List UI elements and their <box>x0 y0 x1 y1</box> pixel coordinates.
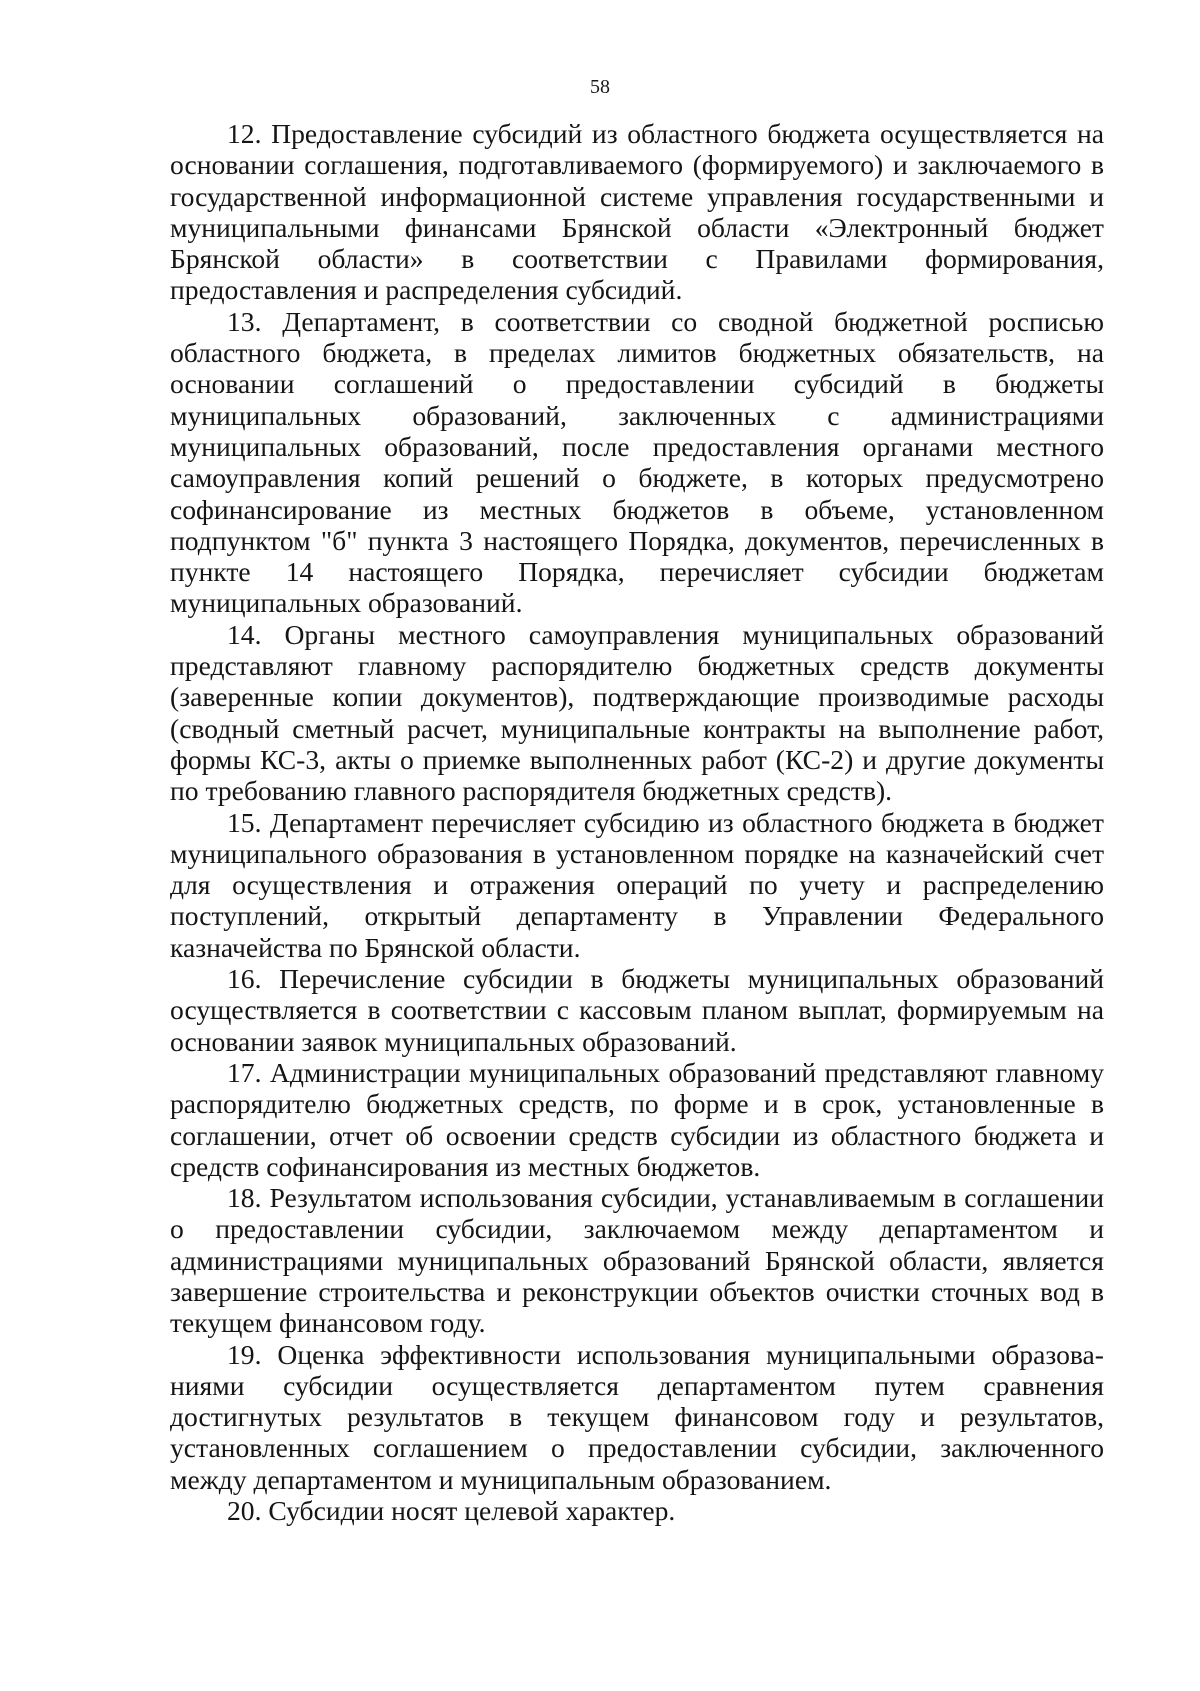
paragraph-20: 20. Субсидии носят целевой характер. <box>227 1495 676 1527</box>
paragraph-13: 13. Департамент, в соответствии со сводной бюджетной росписью областного бюджета, в пределах лимитов бюджетных обязательств, на основании соглашений о предоставлении субсидий в бюджеты муниципальных образований, заключенных с администрациями муниципальных образований, после предоставления органами местного самоуправления копий решений о бюджете, в которых предусмотрено софинансирование из местных бюджетов в объеме, установленном подпунктом "б" пункта 3 настоящего Порядка, документов, перечисленных в пункте 14 настоящего Порядка, перечисляет субсидии бюджетам муниципальных образований. <box>170 305 1104 619</box>
page-number: 58 <box>590 76 610 98</box>
paragraph-15: 15. Департамент перечисляет субсидию из областного бюджета в бюджет муниципального образования в установленном порядке на казначейский счет для осуществления и отражения операций по учету и распределению поступлений, открытый департаменту в Управлении Федерального казначейства по Брянской области. <box>170 806 1104 963</box>
paragraph-19: 19. Оценка эффективности использования муниципальными образованиями субсидии осуществляется департаментом путем сравнения достигнутых результатов в текущем финансовом году и результатов, установленных соглашением о предоставлении субсидии, заключенного между департаментом и муниципальным образованием. <box>170 1338 1104 1495</box>
paragraph-17: 17. Администрации муниципальных образований представляют главному распорядителю бюджетных средств, по форме и в срок, установленные в соглашении, отчет об освоении средств субсидии из областного бюджета и средств софинансирования из местных бюджетов. <box>170 1056 1104 1182</box>
paragraph-14: 14. Органы местного самоуправления муниципальных образований представляют главному распорядителю бюджетных средств документы (заверенные копии документов), подтверждающие производимые расходы (сводный сметный расчет, муниципальные контракты на выполнение работ, формы КС-3, акты о приемке выполненных работ (КС-2) и другие документы по требованию главного распорядителя бюджетных средств). <box>170 618 1104 807</box>
paragraph-18: 18. Результатом использования субсидии, устанавливаемым в соглашении о предоставлении субсидии, заключаемом между департаментом и администрациями муниципальных образований Брянской области, является завершение строительства и реконструкции объектов очистки сточных вод в текущем финансовом году. <box>170 1182 1104 1339</box>
document-body <box>170 118 1104 1526</box>
paragraph-16: 16. Перечисление субсидии в бюджеты муниципальных образований осуществляется в соответствии с кассовым планом выплат, формируемым на основании заявок муниципальных образований. <box>170 963 1104 1057</box>
paragraph-12: 12. Предоставление субсидий из областного бюджета осуществляется на основании соглашения, подготавливаемого (формируемого) и заключаемого в государственной информационной системе управления государственными и муниципальными финансами Брянской области «Электронный бюджет Брянской области» в соответствии с Правилами формирования, предоставления и распределения субсидий. <box>170 118 1104 306</box>
